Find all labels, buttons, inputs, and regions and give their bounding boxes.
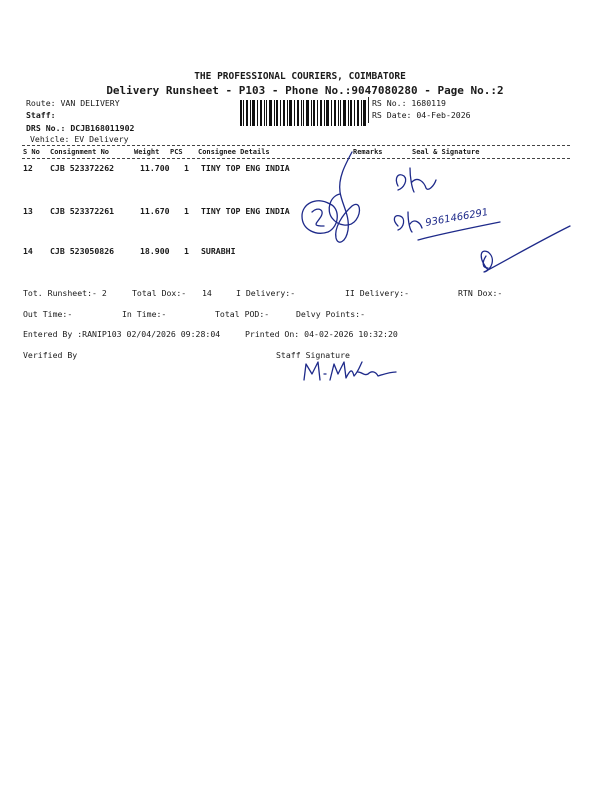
delvy-points: Delvy Points:-	[296, 309, 366, 319]
col-seal: Seal & Signature	[412, 148, 480, 156]
vehicle: Vehicle: EV Delivery	[30, 134, 129, 144]
staff-signature-mark	[304, 362, 396, 380]
runsheet-title: Delivery Runsheet - P103 - Phone No.:9047080280 - Page No.:2	[106, 84, 504, 97]
col-consignee: Consignee Details	[198, 148, 270, 156]
table-row-weight: 18.900	[140, 246, 170, 256]
rs-number: RS No.: 1680119	[372, 98, 446, 108]
col-consignment: Consignment No	[50, 148, 110, 156]
table-row-sno: 13	[23, 206, 33, 216]
staff-label: Staff:	[26, 110, 56, 120]
printed-on: Printed On: 04-02-2026 10:32:20	[245, 329, 398, 339]
route: Route: VAN DELIVERY	[26, 98, 120, 108]
col-remarks: Remarks	[353, 148, 383, 156]
table-row-consignment: CJB 523372261	[50, 206, 115, 216]
total-pod: Total POD:-	[215, 309, 270, 319]
row12-signature	[396, 168, 436, 192]
table-row-consignment: CJB 523050826	[50, 246, 115, 256]
staff-signature-label: Staff Signature	[276, 350, 350, 360]
table-row-weight: 11.700	[140, 163, 170, 173]
table-row-sno: 14	[23, 246, 33, 256]
table-row-consignment: CJB 523372262	[50, 163, 115, 173]
ii-delivery: II Delivery:-	[345, 288, 410, 298]
col-sno: S No	[23, 148, 40, 156]
rs-date: RS Date: 04-Feb-2026	[372, 110, 471, 120]
table-row-pcs: 1	[184, 246, 189, 256]
row13-signature	[394, 212, 422, 232]
handwritten-phone: 9361466291	[424, 207, 490, 229]
col-pcs: PCS	[170, 148, 183, 156]
rtn-dox: RTN Dox:-	[458, 288, 503, 298]
table-row-consignee: TINY TOP ENG INDIA	[201, 163, 290, 173]
drs-number: DRS No.: DCJB168011902	[26, 123, 135, 133]
table-row-pcs: 1	[184, 163, 189, 173]
i-delivery: I Delivery:-	[236, 288, 296, 298]
out-time: Out Time:-	[23, 309, 73, 319]
total-dox-value: 14	[202, 288, 212, 298]
table-row-consignee: TINY TOP ENG INDIA	[201, 206, 290, 216]
entered-by: Entered By :RANIP103 02/04/2026 09:28:04	[23, 329, 221, 339]
in-time: In Time:-	[122, 309, 167, 319]
verified-by: Verified By	[23, 350, 78, 360]
tot-runsheet: Tot. Runsheet:- 2	[23, 288, 107, 298]
company-title: THE PROFESSIONAL COURIERS, COIMBATORE	[194, 71, 406, 82]
table-row-pcs: 1	[184, 206, 189, 216]
total-dox-label: Total Dox:-	[132, 288, 187, 298]
table-row-consignee: SURABHI	[201, 246, 236, 256]
col-weight: Weight	[134, 148, 160, 156]
table-row-sno: 12	[23, 163, 33, 173]
row14-signature	[481, 226, 570, 272]
table-row-weight: 11.670	[140, 206, 170, 216]
remarks-scribble	[329, 152, 359, 242]
